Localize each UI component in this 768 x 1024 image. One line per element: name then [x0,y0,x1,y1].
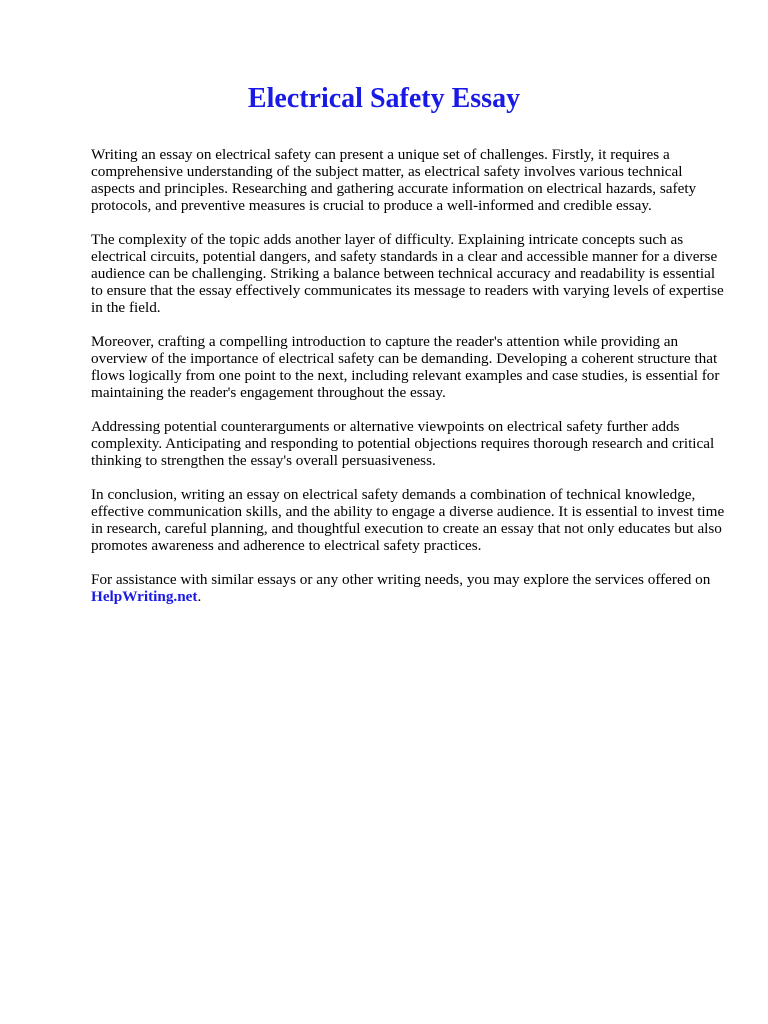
closing-text: For assistance with similar essays or any other writing needs, you may explore the services offered on [91,571,711,588]
helpwriting-link[interactable]: HelpWriting.net [91,588,198,605]
paragraph-closing [91,571,728,605]
paragraph-complexity: The complexity of the topic adds another layer of difficulty. Explaining intricate concepts such as electrical circuits, potential dangers, and safety standards in a clear and accessible manner for a diverse audience can be challenging. Striking a balance between technical accuracy and readability is essential to ensure that the essay effectively communicates its message to readers with varying levels of expertise in the field. [91,231,724,316]
paragraph-conclusion: In conclusion, writing an essay on electrical safety demands a combination of technical knowledge, effective communication skills, and the ability to engage a diverse audience. It is essential to invest time in research, careful planning, and thoughtful execution to create an essay that not only educates but also promotes awareness and adherence to electrical safety practices. [91,486,725,554]
paragraph-structure: Moreover, crafting a compelling introduction to capture the reader's attention while providing an overview of the importance of electrical safety can be demanding. Developing a coherent structure that flows logically from one point to the next, including relevant examples and case studies, is essential for maintaining the reader's engagement throughout the essay. [91,333,720,401]
paragraph-counterarguments: Addressing potential counterarguments or alternative viewpoints on electrical safety further adds complexity. Anticipating and responding to potential objections requires thorough research and critical thinking to strengthen the essay's overall persuasiveness. [91,418,715,469]
page-title: Electrical Safety Essay [247,83,521,114]
closing-suffix: . [197,588,202,605]
paragraph-intro: Writing an essay on electrical safety can present a unique set of challenges. Firstly, it requires a comprehensive understanding of the subject matter, as electrical safety involves various technical aspects and principles. Researching and gathering accurate information on electrical hazards, safety protocols, and preventive measures is crucial to produce a well-informed and credible essay. [91,146,697,214]
